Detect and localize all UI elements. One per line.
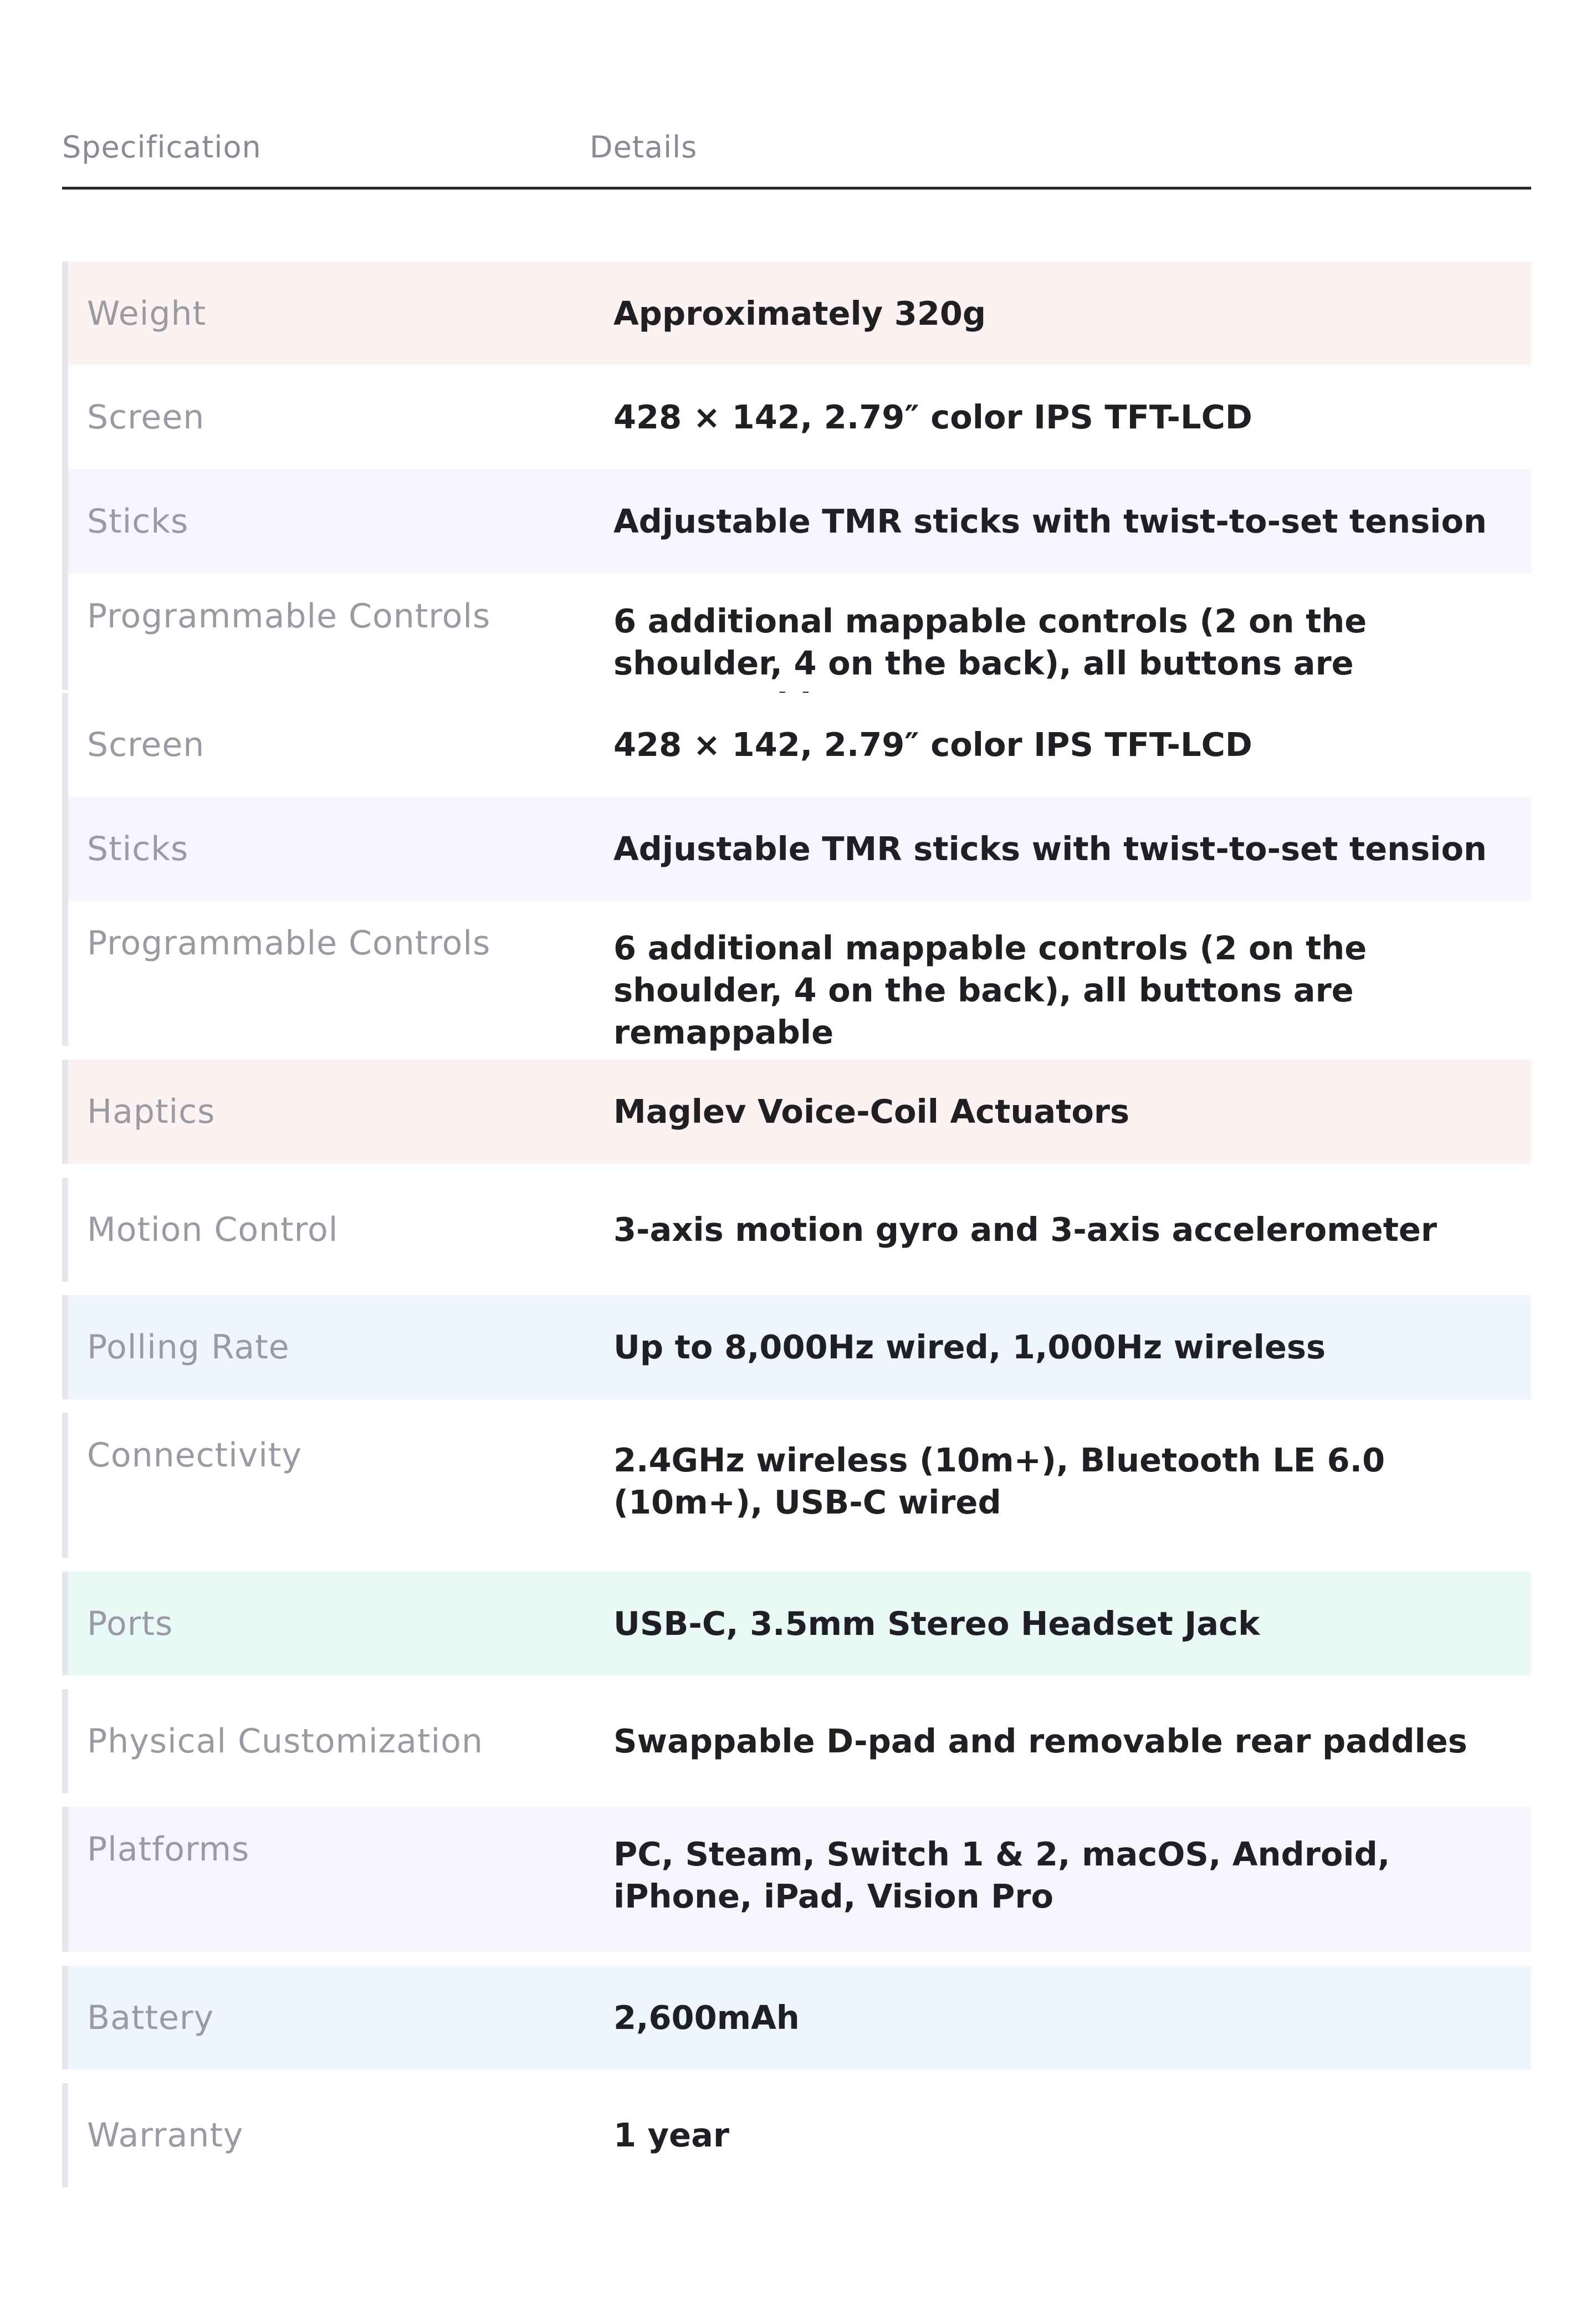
spec-row-physical-customization — [62, 1689, 1531, 1793]
table-header — [62, 124, 1531, 190]
spec-label: Warranty — [87, 2116, 244, 2155]
spec-value: 428 × 142, 2.79″ color IPS TFT-LCD — [613, 398, 1252, 436]
spec-value: Adjustable TMR sticks with twist-to-set tension — [613, 502, 1487, 540]
spec-value: Adjustable TMR sticks with twist-to-set tension — [613, 829, 1487, 868]
spec-row-warranty — [62, 2083, 1531, 2187]
spec-row-sticks — [62, 469, 1531, 574]
spec-label: Platforms — [87, 1830, 250, 1869]
spec-label: Screen — [87, 725, 205, 764]
header-details: Details — [590, 130, 698, 165]
spec-value: 428 × 142, 2.79″ color IPS TFT-LCD — [613, 725, 1252, 764]
spec-label: Sticks — [87, 502, 189, 541]
header-specification: Specification — [62, 130, 262, 165]
spec-row-platforms — [62, 1807, 1531, 1952]
spec-value: 6 additional mappable controls (2 on the shoulder, 4 on the back), all buttons are remappable — [613, 929, 1367, 1051]
spec-label: Weight — [87, 294, 207, 333]
spec-value: PC, Steam, Switch 1 & 2, macOS, Android, iPhone, iPad, Vision Pro — [613, 1835, 1390, 1915]
spec-value: USB-C, 3.5mm Stereo Headset Jack — [613, 1604, 1260, 1643]
spec-label: Polling Rate — [87, 1328, 290, 1367]
spec-row-battery — [62, 1966, 1531, 2069]
spec-value: 3-axis motion gyro and 3-axis accelerometer — [613, 1210, 1438, 1249]
spec-label: Battery — [87, 1998, 214, 2037]
spec-label: Connectivity — [87, 1436, 302, 1475]
spec-value: 6 additional mappable controls (2 on the shoulder, 4 on the back), all buttons are — [613, 602, 1367, 682]
spec-value: Approximately 320g — [613, 294, 986, 333]
spec-row-polling-rate — [62, 1295, 1531, 1399]
spec-row-motion-control — [62, 1178, 1531, 1282]
spec-label: Programmable Controls — [87, 597, 491, 636]
spec-row-programmable-controls — [62, 901, 1531, 1051]
spec-value: Maglev Voice-Coil Actuators — [613, 1092, 1130, 1131]
spec-row-haptics — [62, 1060, 1531, 1164]
spec-row-connectivity — [62, 1413, 1531, 1558]
spec-value: 1 year — [613, 2116, 729, 2154]
spec-value: 2.4GHz wireless (10m+), Bluetooth LE 6.0 (10m+), USB-C wired — [613, 1441, 1385, 1521]
spec-label: Physical Customization — [87, 1722, 483, 1761]
spec-row-weight — [62, 262, 1531, 365]
spec-row-screen — [62, 693, 1531, 797]
spec-row-sticks — [62, 797, 1531, 901]
spec-label: Screen — [87, 398, 205, 437]
spec-value: Swappable D-pad and removable rear paddles — [613, 1722, 1467, 1760]
spec-label: Sticks — [87, 829, 189, 868]
spec-label: Motion Control — [87, 1210, 339, 1249]
spec-value: 2,600mAh — [613, 1998, 800, 2037]
spec-row-screen — [62, 365, 1531, 469]
spec-value: Up to 8,000Hz wired, 1,000Hz wireless — [613, 1328, 1326, 1366]
spec-label: Haptics — [87, 1092, 216, 1131]
spec-label: Ports — [87, 1604, 173, 1643]
spec-row-ports — [62, 1572, 1531, 1675]
spec-row-programmable-controls — [62, 574, 1531, 690]
spec-label: Programmable Controls — [87, 924, 491, 963]
